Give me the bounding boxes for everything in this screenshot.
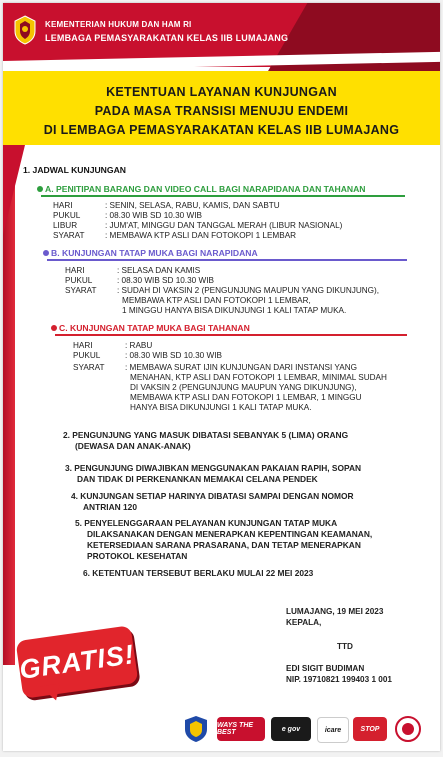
- title-line-3: DI LEMBAGA PEMASYARAKATAN KELAS IIB LUMAJANG: [43, 123, 400, 137]
- c-value-cont: DI VAKSIN 2 (PENGUNJUNG MAUPUN YANG DIKUNJUNG),: [130, 383, 357, 392]
- section-c-underline: [55, 334, 407, 336]
- b-value: : SELASA DAN KAMIS: [117, 266, 201, 275]
- rule-2-line: (DEWASA DAN ANAK-ANAK): [75, 441, 191, 451]
- a-key: PUKUL: [53, 211, 81, 220]
- rule-3-line: 3. PENGUNJUNG DIWAJIBKAN MENGGUNAKAN PAKAIAN RAPIH, SOPAN: [65, 463, 362, 473]
- c-value-cont: HANYA BISA DIKUNJUNGI 1 KALI TATAP MUKA.: [130, 403, 312, 412]
- b-key: PUKUL: [65, 276, 93, 285]
- a-value: : SENIN, SELASA, RABU, KAMIS, DAN SABTU: [105, 201, 280, 210]
- title-line-2: PADA MASA TRANSISI MENUJU ENDEMI: [94, 104, 349, 118]
- egov-logo: e gov: [271, 717, 311, 741]
- rule-5-line: 5. PENYELENGGARAAN PELAYANAN KUNJUNGAN TATAP MUKA: [75, 518, 338, 528]
- c-value: : 08.30 WIB SD 10.30 WIB: [125, 351, 222, 360]
- sign-position: KEPALA,: [286, 618, 322, 627]
- a-value: : JUM'AT, MINGGU DAN TANGGAL MERAH (LIBUR NASIONAL): [105, 221, 343, 230]
- stop-pungli-logo: STOP: [353, 717, 387, 741]
- a-value: : 08.30 WIB SD 10.30 WIB: [105, 211, 202, 220]
- org-line-1: KEMENTERIAN HUKUM DAN HAM RI: [45, 20, 192, 29]
- rule-6-line: 6. KETENTUAN TERSEBUT BERLAKU MULAI 22 MEI 2023: [83, 568, 314, 578]
- b-value-cont: 1 MINGGU HANYA BISA DIKUNJUNGI 1 KALI TATAP MUKA.: [122, 306, 347, 315]
- section-c-dot: [51, 325, 57, 331]
- a-value: : MEMBAWA KTP ASLI DAN FOTOKOPI 1 LEMBAR: [105, 231, 297, 240]
- c-value: : MEMBAWA SURAT IJIN KUNJUNGAN DARI INSTANSI YANG: [125, 363, 358, 372]
- sign-nip: NIP. 19710821 199403 1 001: [286, 675, 392, 684]
- round-seal-icon: [395, 715, 421, 743]
- b-key: HARI: [65, 266, 85, 275]
- ministry-emblem-icon: [13, 15, 37, 45]
- b-value: : SUDAH DI VAKSIN 2 (PENGUNJUNG MAUPUN YANG DIKUNJUNG),: [117, 286, 380, 295]
- section-a-underline: [41, 195, 405, 197]
- section-a-dot: [37, 186, 43, 192]
- icare-logo: icare: [317, 717, 349, 743]
- rule-4-line: 4. KUNJUNGAN SETIAP HARINYA DIBATASI SAMPAI DENGAN NOMOR: [71, 491, 354, 501]
- sign-ttd: TTD: [337, 642, 353, 651]
- section-heading: 1. JADWAL KUNJUNGAN: [23, 165, 126, 175]
- rule-5-line: PROTOKOL KESEHATAN: [87, 551, 188, 561]
- poster: [3, 3, 440, 751]
- section-b-dot: [43, 250, 49, 256]
- b-value: : 08.30 WIB SD 10.30 WIB: [117, 276, 214, 285]
- gratis-badge: [19, 633, 139, 705]
- c-key: HARI: [73, 341, 93, 350]
- section-b-underline: [47, 259, 407, 261]
- rule-2-line: 2. PENGUNJUNG YANG MASUK DIBATASI SEBANYAK 5 (LIMA) ORANG: [63, 430, 349, 440]
- sign-place-date: LUMAJANG, 19 MEI 2023: [286, 607, 384, 616]
- org-line-2: LEMBAGA PEMASYARAKATAN KELAS IIB LUMAJANG: [45, 33, 289, 43]
- b-value-cont: MEMBAWA KTP ASLI DAN FOTOKOPI 1 LEMBAR,: [122, 296, 311, 305]
- c-key: PUKUL: [73, 351, 101, 360]
- wbk-logo: WAYS THE BEST: [217, 717, 265, 741]
- rule-5-line: KETERSEDIAAN SARANA PRASARANA, DAN TETAP MENERAPKAN: [87, 540, 361, 550]
- c-value-cont: MEMBAWA KTP ASLI DAN FOTOKOPI 1 LEMBAR, 1 MINGGU: [130, 393, 362, 402]
- footer-logos: [143, 713, 440, 751]
- a-key: LIBUR: [53, 221, 78, 230]
- rule-4-line: ANTRIAN 120: [83, 502, 137, 512]
- gratis-label: GRATIS!: [16, 625, 139, 699]
- sign-name: EDI SIGIT BUDIMAN: [286, 664, 365, 673]
- section-c-title: C. KUNJUNGAN TATAP MUKA BAGI TAHANAN: [59, 323, 250, 333]
- c-value: : RABU: [125, 341, 153, 350]
- b-key: SYARAT: [65, 286, 97, 295]
- section-b-title: B. KUNJUNGAN TATAP MUKA BAGI NARAPIDANA: [51, 248, 258, 258]
- section-a-title: A. PENITIPAN BARANG DAN VIDEO CALL BAGI NARAPIDANA DAN TAHANAN: [45, 184, 366, 194]
- c-value-cont: MENAHAN, KTP ASLI DAN FOTOKOPI 1 LEMBAR, MINIMAL SUDAH: [130, 373, 387, 382]
- shield-emblem-icon: [183, 715, 209, 743]
- gratis-tail: [40, 684, 62, 703]
- rule-3-line: DAN TIDAK DI PERKENANKAN MEMAKAI CELANA PENDEK: [77, 474, 318, 484]
- c-key: SYARAT: [73, 363, 105, 372]
- rule-5-line: DILAKSANAKAN DENGAN MENERAPKAN KEPENTINGAN KEAMANAN,: [87, 529, 373, 539]
- a-key: SYARAT: [53, 231, 85, 240]
- title-band: [3, 71, 440, 145]
- a-key: HARI: [53, 201, 73, 210]
- title-line-1: KETENTUAN LAYANAN KUNJUNGAN: [106, 85, 337, 99]
